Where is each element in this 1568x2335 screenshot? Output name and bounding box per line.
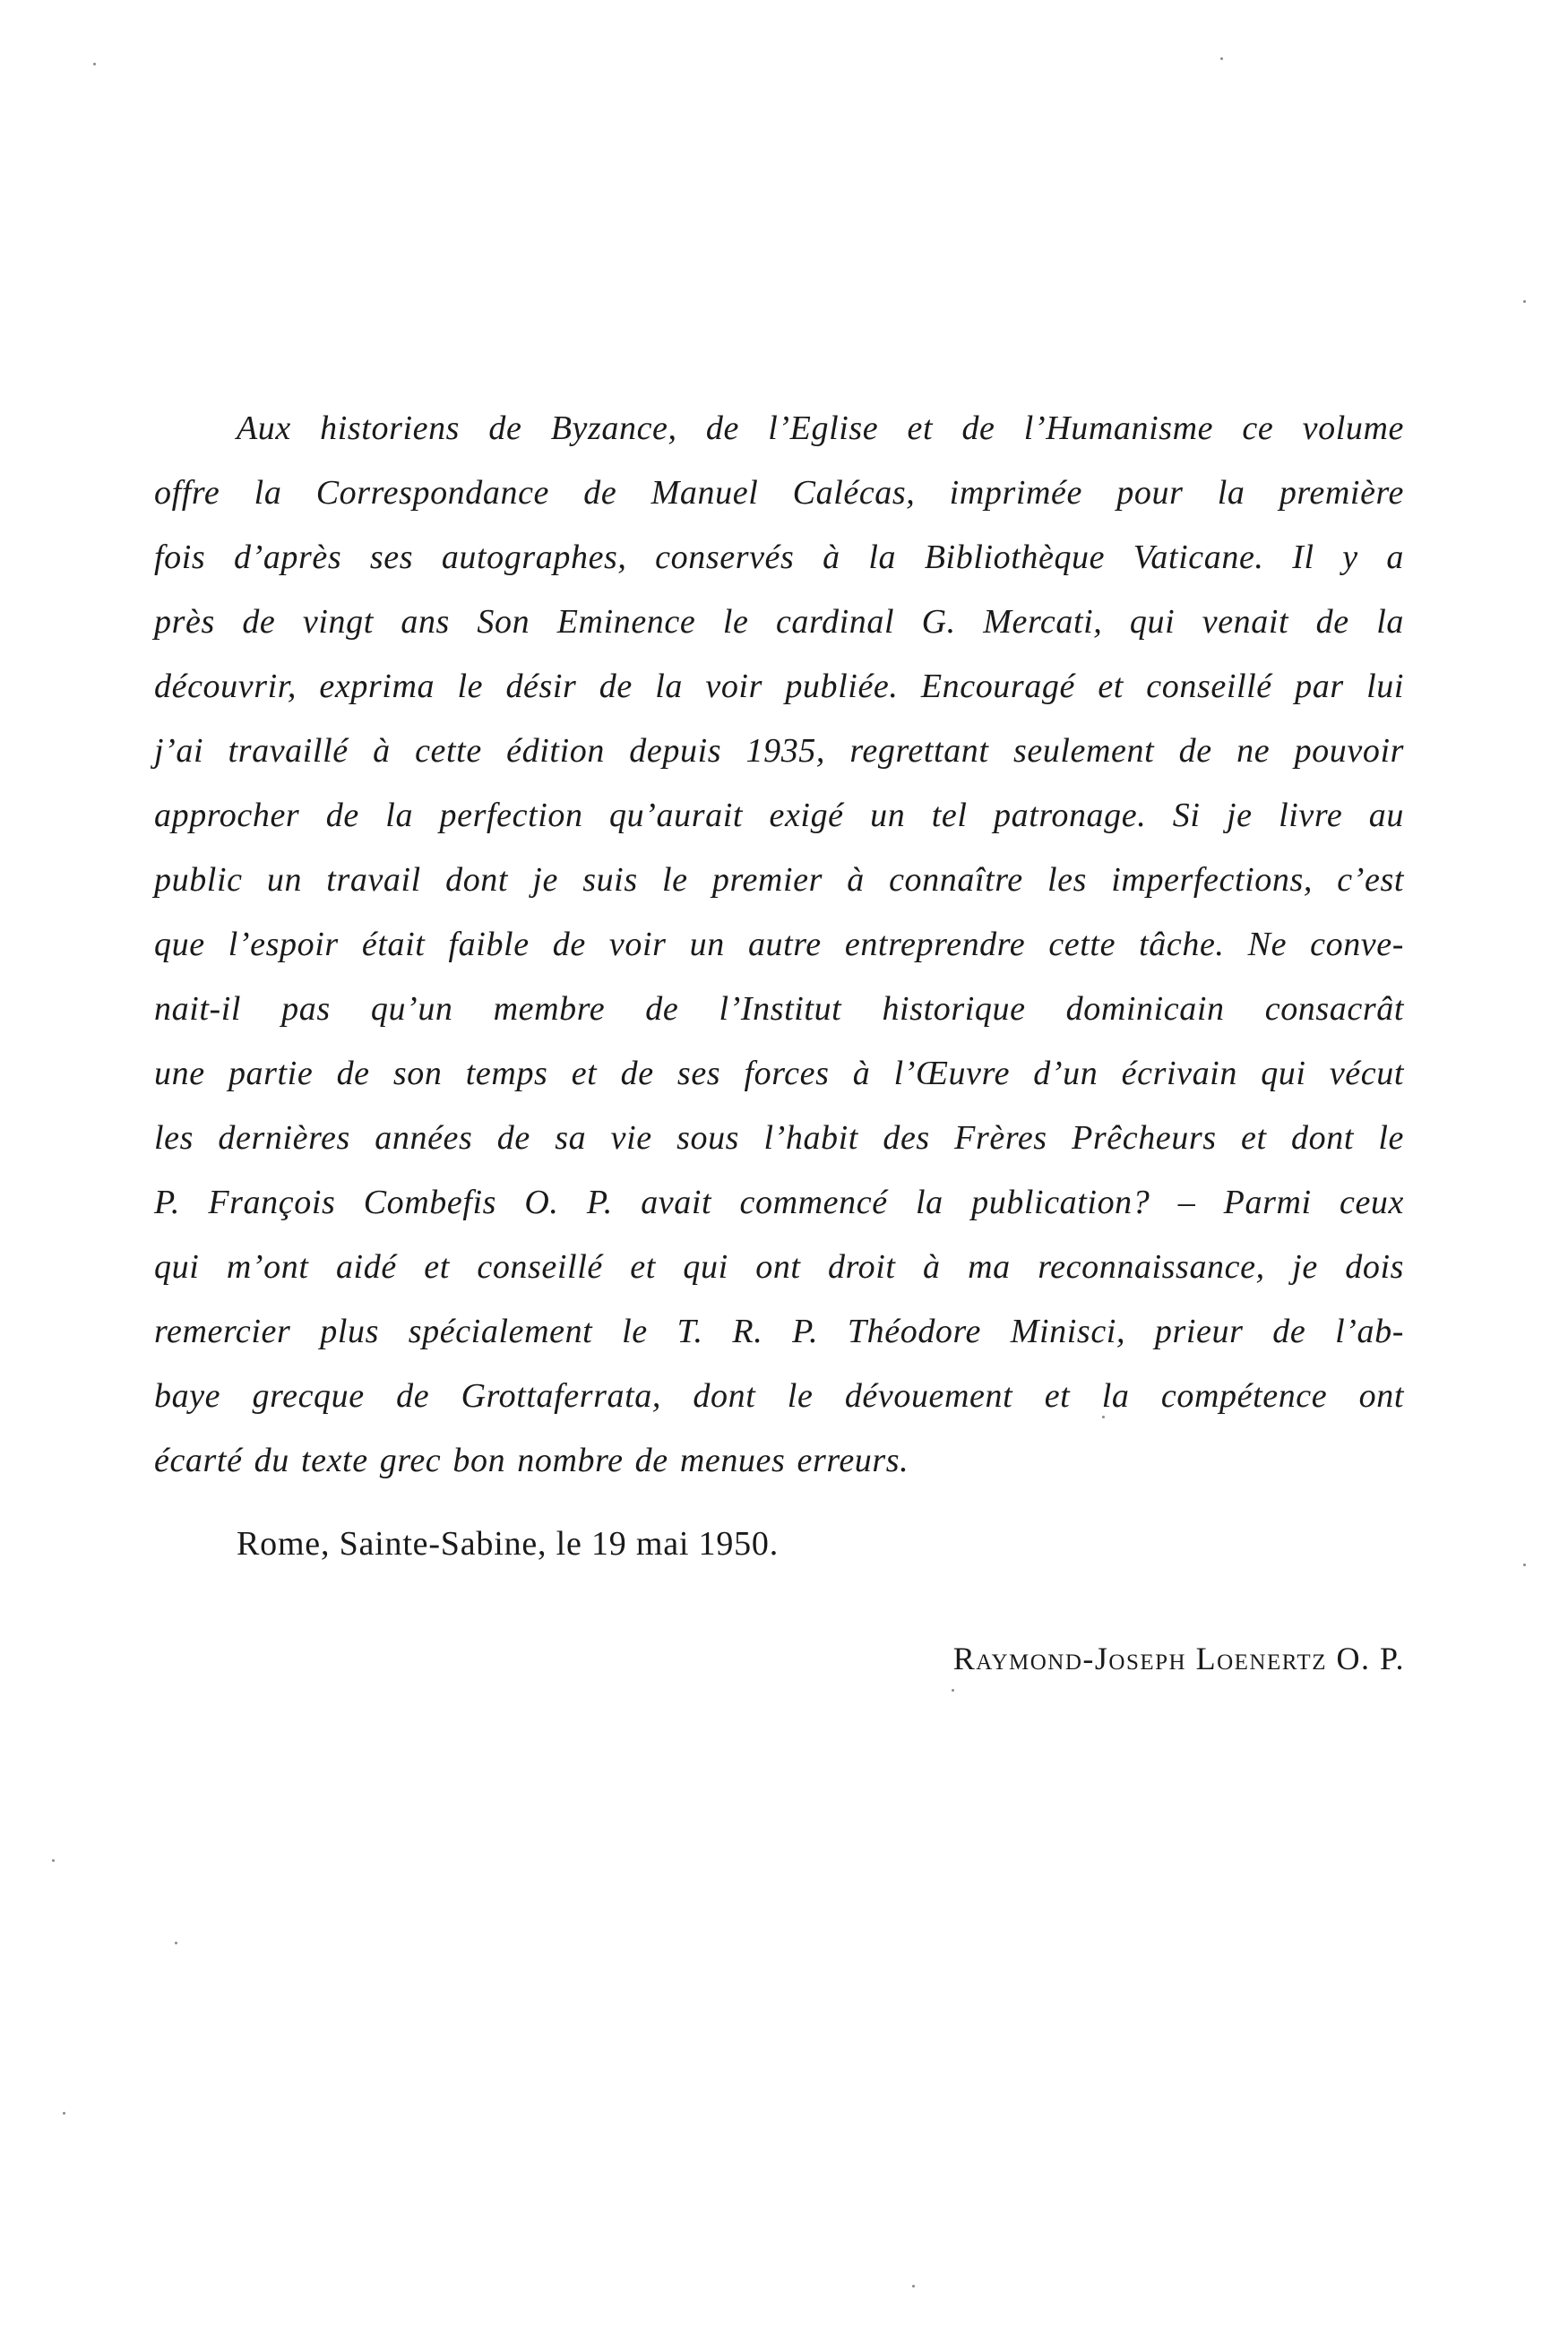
scan-speck [52, 1859, 55, 1862]
preface-line: P. François Combefis O. P. avait commencé la publication? – Parmi ceux [154, 1184, 1404, 1221]
preface-line: Aux historiens de Byzance, de l’Eglise et de l’Humanisme ce volume [237, 409, 1404, 447]
scan-speck [93, 63, 96, 65]
preface-line: fois d’après ses autographes, conservés à la Bibliothèque Vaticane. Il y a [154, 539, 1404, 576]
preface-line: une partie de son temps et de ses forces à l’Œuvre d’un écrivain qui vécut [154, 1055, 1404, 1092]
scan-speck [1523, 300, 1526, 303]
preface-line: découvrir, exprima le désir de la voir publiée. Encouragé et conseillé par lui [154, 668, 1404, 705]
preface-paragraph [154, 396, 1404, 1493]
preface-line: offre la Correspondance de Manuel Calécas, imprimée pour la première [154, 474, 1404, 512]
scan-speck [175, 1942, 177, 1944]
scan-speck [1523, 1564, 1526, 1566]
preface-line: les dernières années de sa vie sous l’habit des Frères Prêcheurs et dont le [154, 1119, 1404, 1157]
preface-line: qui m’ont aidé et conseillé et qui ont droit à ma reconnaissance, je dois [154, 1248, 1404, 1286]
preface-line: nait-il pas qu’un membre de l’Institut historique dominicain consacrât [154, 990, 1404, 1028]
preface-line: écarté du texte grec bon nombre de menues erreurs. [154, 1442, 909, 1479]
preface-line: approcher de la perfection qu’aurait exigé un tel patronage. Si je livre au [154, 797, 1404, 834]
scan-speck [63, 2112, 65, 2115]
preface-line: près de vingt ans Son Eminence le cardinal G. Mercati, qui venait de la [154, 603, 1404, 641]
preface-line: remercier plus spécialement le T. R. P. Théodore Minisci, prieur de l’ab- [154, 1313, 1404, 1350]
preface-line: baye grecque de Grottaferrata, dont le dévouement et la compétence ont [154, 1377, 1404, 1415]
preface-line: j’ai travaillé à cette édition depuis 1935, regrettant seulement de ne pouvoir [154, 732, 1404, 770]
preface-line: public un travail dont je suis le premier à connaître les imperfections, c’est [154, 861, 1404, 899]
preface-line: que l’espoir était faible de voir un autre entreprendre cette tâche. Ne conve- [154, 926, 1404, 963]
scan-speck [952, 1689, 954, 1692]
dateline: Rome, Sainte-Sabine, le 19 mai 1950. [237, 1525, 780, 1563]
scan-speck [1102, 1416, 1105, 1418]
scan-speck [912, 2285, 915, 2288]
author-signature: Raymond-Joseph Loenertz O. P. [952, 1641, 1405, 1676]
scan-speck [1220, 57, 1223, 60]
